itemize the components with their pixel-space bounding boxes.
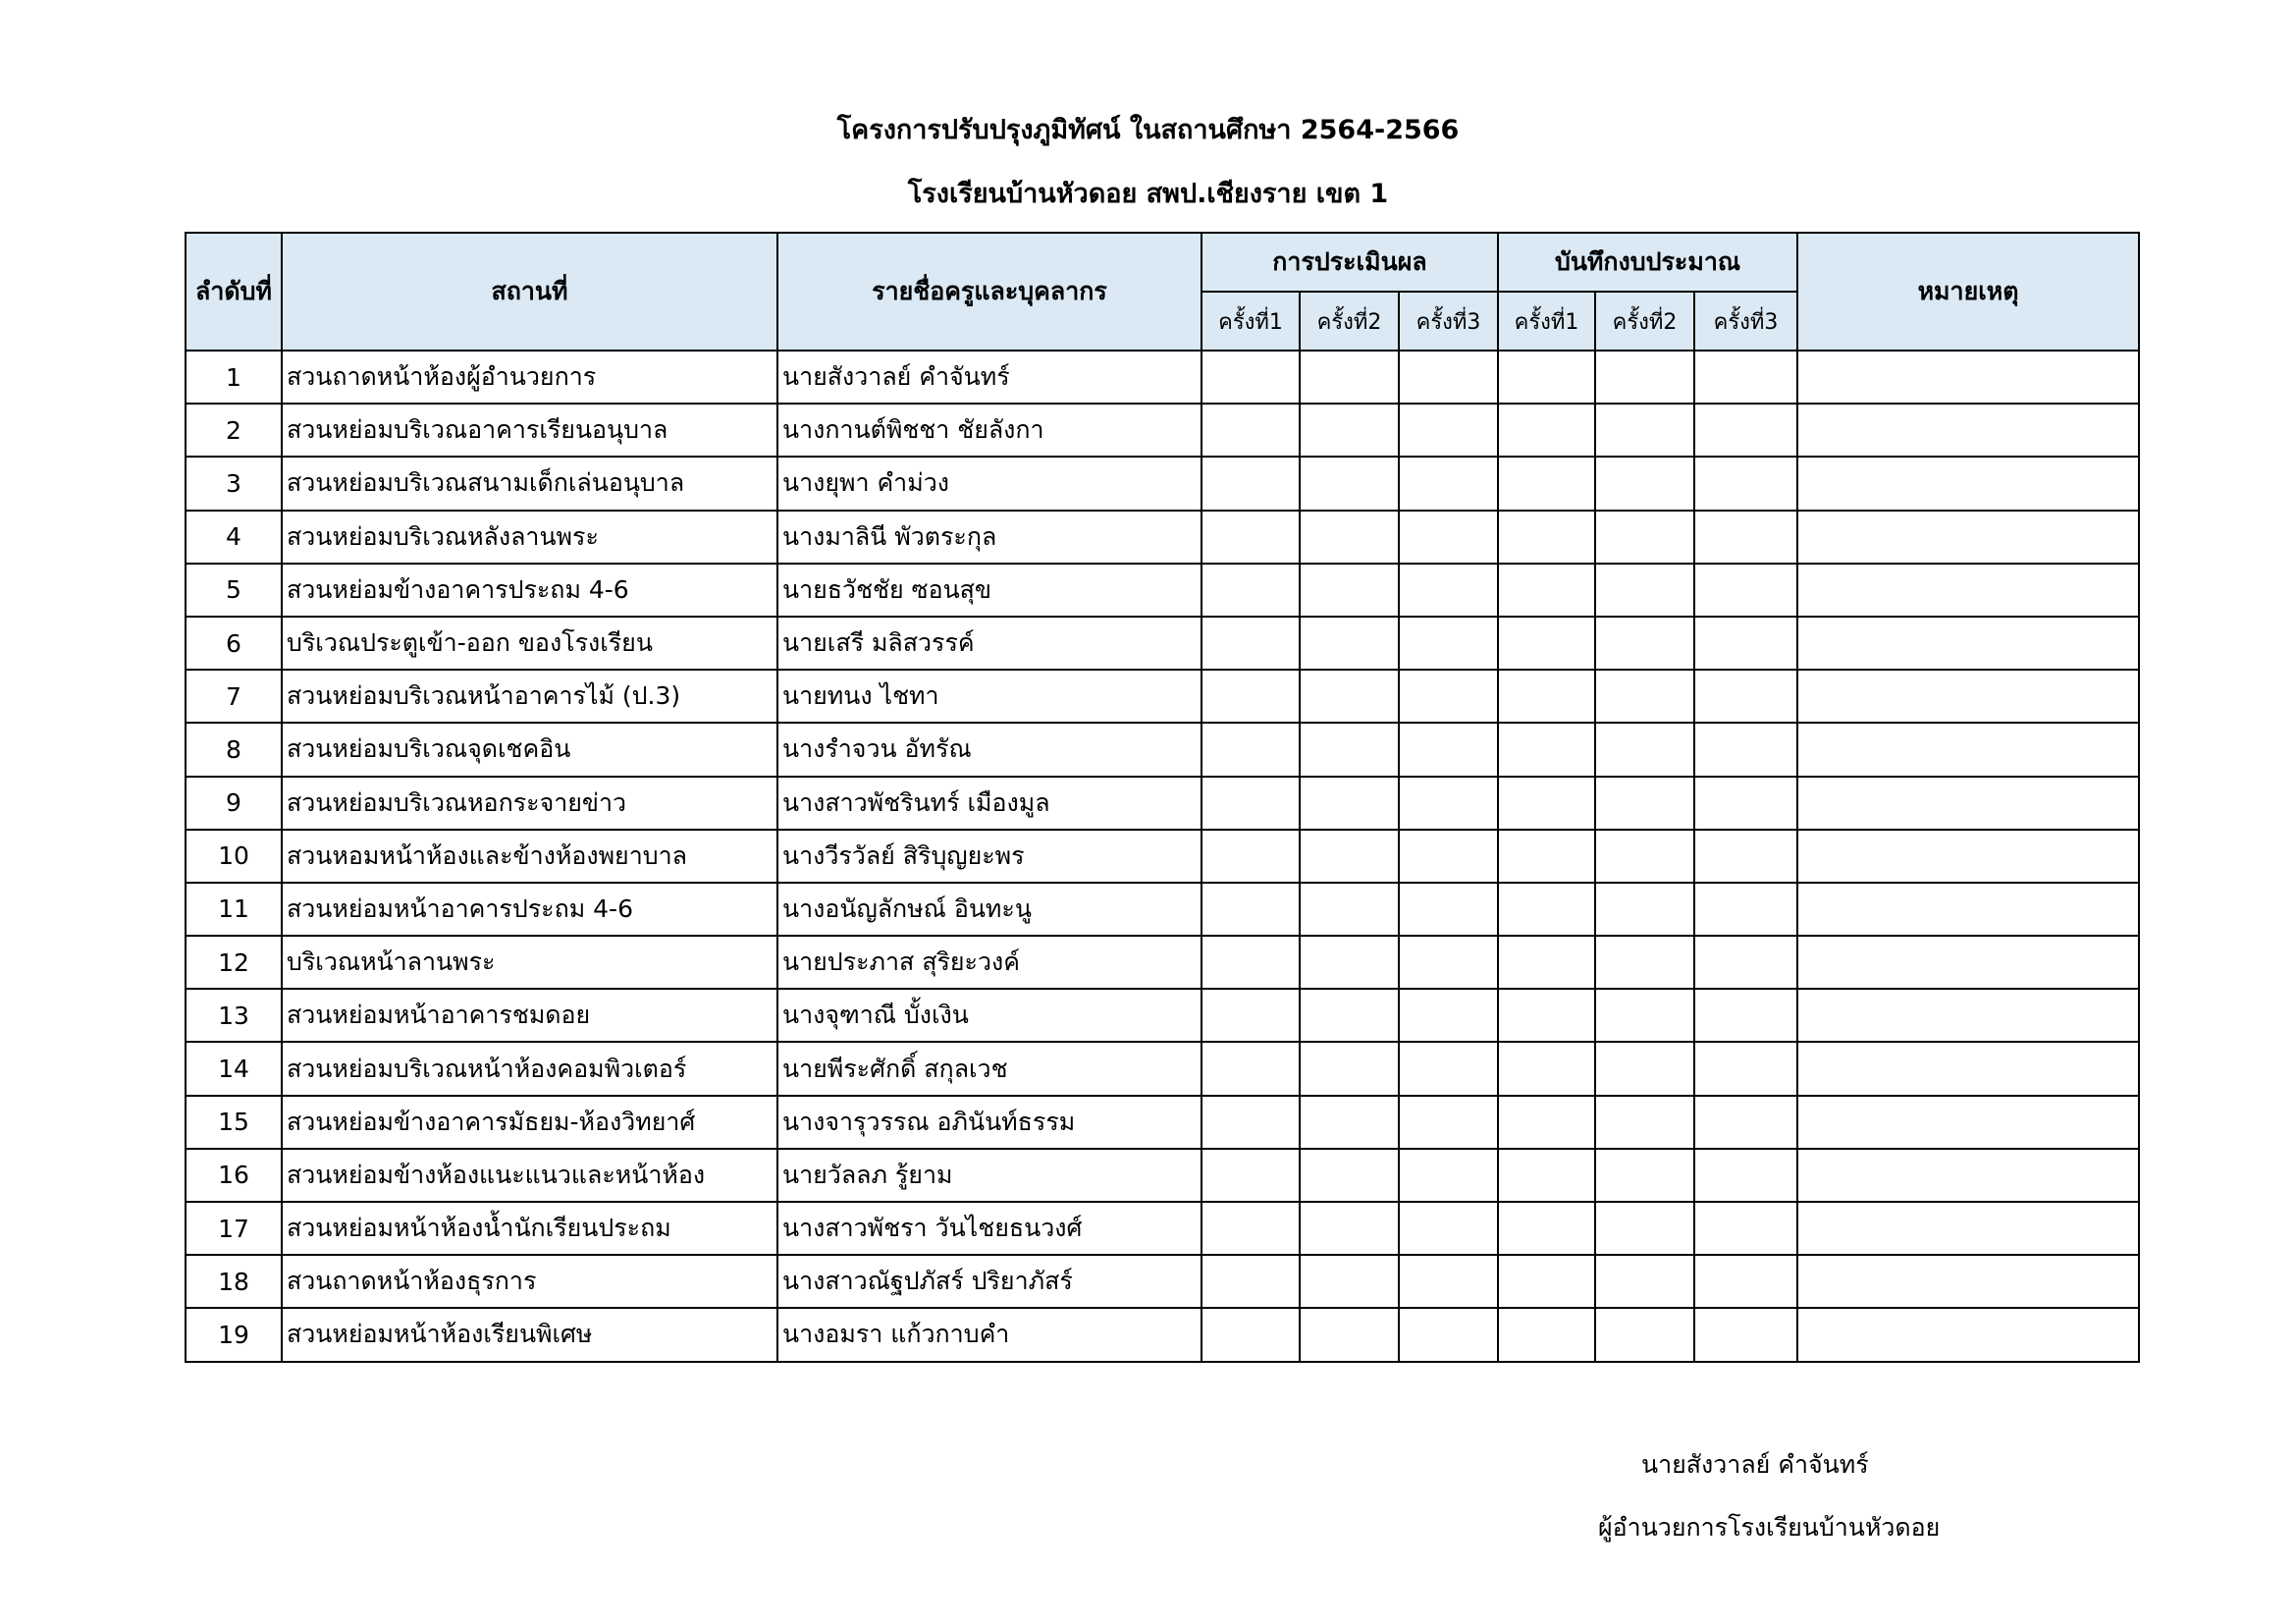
row-number: 12 — [186, 936, 282, 989]
row-personnel: นางยุพา คำม่วง — [777, 457, 1201, 510]
row-place: สวนหย่อมข้างอาคารมัธยม-ห้องวิทยาศ์ — [282, 1096, 777, 1149]
budget-round-2-cell — [1595, 830, 1694, 883]
budget-round-2: ครั้งที่2 — [1595, 292, 1694, 351]
budget-round-3-cell — [1694, 1149, 1797, 1202]
evaluation-round-1-cell — [1201, 351, 1300, 404]
row-place: สวนหย่อมบริเวณหอกระจายข่าว — [282, 777, 777, 830]
budget-round-3-cell — [1694, 1255, 1797, 1308]
budget-round-3: ครั้งที่3 — [1694, 292, 1797, 351]
evaluation-round-1-cell — [1201, 670, 1300, 723]
row-place: สวนหย่อมหน้าห้องเรียนพิเศษ — [282, 1308, 777, 1361]
budget-round-2-cell — [1595, 564, 1694, 617]
budget-round-3-cell — [1694, 457, 1797, 510]
row-personnel: นายพีระศักดิ์ สกุลเวช — [777, 1042, 1201, 1095]
row-place: สวนหย่อมบริเวณหน้าอาคารไม้ (ป.3) — [282, 670, 777, 723]
table-row — [186, 617, 2139, 670]
budget-round-1-cell — [1498, 936, 1595, 989]
evaluation-round-2-cell — [1300, 404, 1399, 457]
evaluation-round-3-cell — [1399, 1149, 1498, 1202]
row-personnel: นายวัลลภ รู้ยาม — [777, 1149, 1201, 1202]
evaluation-round-2-cell — [1300, 1202, 1399, 1255]
table-row — [186, 830, 2139, 883]
budget-round-2-cell — [1595, 351, 1694, 404]
table-row — [186, 404, 2139, 457]
table-row — [186, 1255, 2139, 1308]
evaluation-round-1-cell — [1201, 777, 1300, 830]
remarks-cell — [1797, 1255, 2139, 1308]
row-number: 14 — [186, 1042, 282, 1095]
evaluation-round-1-cell — [1201, 1042, 1300, 1095]
budget-round-1-cell — [1498, 1255, 1595, 1308]
budget-round-3-cell — [1694, 1202, 1797, 1255]
budget-round-1-cell — [1498, 457, 1595, 510]
budget-round-2-cell — [1595, 1096, 1694, 1149]
evaluation-round-3-cell — [1399, 670, 1498, 723]
row-place: สวนถาดหน้าห้องธุรการ — [282, 1255, 777, 1308]
budget-round-1-cell — [1498, 723, 1595, 776]
remarks-cell — [1797, 777, 2139, 830]
budget-round-3-cell — [1694, 723, 1797, 776]
row-personnel: นางมาลินี พัวตระกุล — [777, 511, 1201, 564]
row-place: สวนหย่อมหน้าอาคารประถม 4-6 — [282, 883, 777, 936]
budget-round-2-cell — [1595, 1255, 1694, 1308]
row-number: 15 — [186, 1096, 282, 1149]
table-row — [186, 989, 2139, 1042]
row-place: บริเวณประตูเข้า-ออก ของโรงเรียน — [282, 617, 777, 670]
budget-round-2-cell — [1595, 1149, 1694, 1202]
table-body — [186, 351, 2139, 1362]
row-number: 4 — [186, 511, 282, 564]
budget-round-1-cell — [1498, 1096, 1595, 1149]
budget-round-3-cell — [1694, 1042, 1797, 1095]
evaluation-round-2-cell — [1300, 830, 1399, 883]
row-personnel: นางอนัญลักษณ์ อินทะนู — [777, 883, 1201, 936]
remarks-cell — [1797, 723, 2139, 776]
evaluation-round-3-cell — [1399, 936, 1498, 989]
remarks-cell — [1797, 883, 2139, 936]
row-place: สวนหย่อมข้างห้องแนะแนวและหน้าห้อง — [282, 1149, 777, 1202]
row-personnel: นายธวัชชัย ซอนสุข — [777, 564, 1201, 617]
budget-round-2-cell — [1595, 777, 1694, 830]
evaluation-round-3-cell — [1399, 351, 1498, 404]
budget-round-2-cell — [1595, 404, 1694, 457]
row-number: 5 — [186, 564, 282, 617]
evaluation-round-2-cell — [1300, 777, 1399, 830]
row-number: 8 — [186, 723, 282, 776]
row-place: สวนหย่อมบริเวณจุดเชคอิน — [282, 723, 777, 776]
budget-round-2-cell — [1595, 1202, 1694, 1255]
row-place: บริเวณหน้าลานพระ — [282, 936, 777, 989]
evaluation-round-1-cell — [1201, 511, 1300, 564]
row-place: สวนหย่อมข้างอาคารประถม 4-6 — [282, 564, 777, 617]
row-personnel: นางสาวพัชรินทร์ เมืองมูล — [777, 777, 1201, 830]
budget-round-1-cell — [1498, 777, 1595, 830]
budget-round-2-cell — [1595, 1308, 1694, 1361]
row-place: สวนหย่อมบริเวณสนามเด็กเล่นอนุบาล — [282, 457, 777, 510]
evaluation-round-1-cell — [1201, 457, 1300, 510]
evaluation-round-3-cell — [1399, 989, 1498, 1042]
budget-round-2-cell — [1595, 670, 1694, 723]
row-personnel: นางสาวณัฐปภัสร์ ปริยาภัสร์ — [777, 1255, 1201, 1308]
row-personnel: นายเสรี มลิสวรรค์ — [777, 617, 1201, 670]
row-number: 1 — [186, 351, 282, 404]
row-number: 11 — [186, 883, 282, 936]
table-row — [186, 1042, 2139, 1095]
evaluation-round-1-cell — [1201, 1202, 1300, 1255]
table-row — [186, 936, 2139, 989]
budget-round-1-cell — [1498, 830, 1595, 883]
row-place: สวนถาดหน้าห้องผู้อำนวยการ — [282, 351, 777, 404]
evaluation-round-1-cell — [1201, 1255, 1300, 1308]
budget-round-1-cell — [1498, 670, 1595, 723]
evaluation-round-3-cell — [1399, 1255, 1498, 1308]
row-personnel: นางกานต์พิชชา ชัยลังกา — [777, 404, 1201, 457]
evaluation-round-3-cell — [1399, 511, 1498, 564]
evaluation-round-3-cell — [1399, 883, 1498, 936]
evaluation-round-2-cell — [1300, 351, 1399, 404]
evaluation-round-3-cell — [1399, 404, 1498, 457]
column-header-order — [186, 233, 282, 351]
evaluation-round-3-cell — [1399, 457, 1498, 510]
column-header-personnel: รายชื่อครูและบุคลากร — [777, 233, 1201, 351]
row-number: 17 — [186, 1202, 282, 1255]
row-personnel: นางวีรวัลย์ สิริบุญยะพร — [777, 830, 1201, 883]
evaluation-round-3-cell — [1399, 617, 1498, 670]
remarks-cell — [1797, 617, 2139, 670]
row-number: 13 — [186, 989, 282, 1042]
remarks-cell — [1797, 457, 2139, 510]
row-number: 7 — [186, 670, 282, 723]
evaluation-round-3-cell — [1399, 564, 1498, 617]
row-personnel: นางรำจวน อัทรัณ — [777, 723, 1201, 776]
budget-round-3-cell — [1694, 777, 1797, 830]
table-row — [186, 511, 2139, 564]
row-personnel: นางสาวพัชรา วันไชยธนวงศ์ — [777, 1202, 1201, 1255]
budget-round-3-cell — [1694, 1308, 1797, 1361]
column-header-evaluation: การประเมินผล — [1201, 233, 1498, 292]
remarks-cell — [1797, 1202, 2139, 1255]
budget-round-3-cell — [1694, 936, 1797, 989]
row-number: 16 — [186, 1149, 282, 1202]
row-place: สวนหย่อมบริเวณหลังลานพระ — [282, 511, 777, 564]
budget-round-3-cell — [1694, 670, 1797, 723]
row-number: 3 — [186, 457, 282, 510]
evaluation-round-1: ครั้งที่1 — [1201, 292, 1300, 351]
column-header-place: สถานที่ — [282, 233, 777, 351]
row-place: สวนหอมหน้าห้องและข้างห้องพยาบาล — [282, 830, 777, 883]
remarks-cell — [1797, 830, 2139, 883]
evaluation-round-2-cell — [1300, 1149, 1399, 1202]
row-personnel: นายสังวาลย์ คำจันทร์ — [777, 351, 1201, 404]
row-number: 10 — [186, 830, 282, 883]
evaluation-round-2-cell — [1300, 617, 1399, 670]
table-row — [186, 1202, 2139, 1255]
table-row — [186, 1096, 2139, 1149]
remarks-cell — [1797, 351, 2139, 404]
table-row — [186, 777, 2139, 830]
budget-round-1: ครั้งที่1 — [1498, 292, 1595, 351]
evaluation-round-2-cell — [1300, 1042, 1399, 1095]
remarks-cell — [1797, 404, 2139, 457]
evaluation-round-1-cell — [1201, 617, 1300, 670]
evaluation-round-2-cell — [1300, 989, 1399, 1042]
evaluation-round-1-cell — [1201, 989, 1300, 1042]
evaluation-round-3-cell — [1399, 1096, 1498, 1149]
table-row — [186, 1149, 2139, 1202]
evaluation-round-1-cell — [1201, 936, 1300, 989]
budget-round-3-cell — [1694, 883, 1797, 936]
evaluation-round-2-cell — [1300, 1255, 1399, 1308]
budget-round-1-cell — [1498, 511, 1595, 564]
signatory-name: นายสังวาลย์ คำจันทร์ — [1641, 1450, 1869, 1479]
table-row — [186, 351, 2139, 404]
remarks-cell — [1797, 989, 2139, 1042]
evaluation-round-2-cell — [1300, 936, 1399, 989]
budget-round-1-cell — [1498, 883, 1595, 936]
evaluation-round-1-cell — [1201, 723, 1300, 776]
row-number: 19 — [186, 1308, 282, 1361]
table-row — [186, 1308, 2139, 1361]
evaluation-round-2-cell — [1300, 670, 1399, 723]
budget-round-1-cell — [1498, 617, 1595, 670]
document-subtitle: โรงเรียนบ้านหัวดอย สพป.เชียงราย เขต 1 — [907, 179, 1389, 209]
evaluation-round-1-cell — [1201, 1149, 1300, 1202]
row-number: 2 — [186, 404, 282, 457]
evaluation-round-3-cell — [1399, 1042, 1498, 1095]
evaluation-round-2-cell — [1300, 564, 1399, 617]
budget-round-1-cell — [1498, 1202, 1595, 1255]
evaluation-round-2-cell — [1300, 1308, 1399, 1361]
evaluation-round-2-cell — [1300, 457, 1399, 510]
budget-round-2-cell — [1595, 617, 1694, 670]
budget-round-2-cell — [1595, 936, 1694, 989]
remarks-cell — [1797, 1149, 2139, 1202]
budget-round-2-cell — [1595, 1042, 1694, 1095]
evaluation-round-1-cell — [1201, 1096, 1300, 1149]
budget-round-1-cell — [1498, 404, 1595, 457]
remarks-cell — [1797, 936, 2139, 989]
column-header-remarks: หมายเหตุ — [1797, 233, 2139, 351]
evaluation-round-3-cell — [1399, 830, 1498, 883]
table-row — [186, 723, 2139, 776]
budget-round-2-cell — [1595, 723, 1694, 776]
row-personnel: นางจุฑาณี บั้งเงิน — [777, 989, 1201, 1042]
evaluation-round-3-cell — [1399, 723, 1498, 776]
budget-round-3-cell — [1694, 617, 1797, 670]
evaluation-round-3: ครั้งที่3 — [1399, 292, 1498, 351]
evaluation-round-1-cell — [1201, 883, 1300, 936]
budget-round-3-cell — [1694, 351, 1797, 404]
table-row — [186, 883, 2139, 936]
evaluation-round-3-cell — [1399, 1202, 1498, 1255]
budget-round-3-cell — [1694, 830, 1797, 883]
remarks-cell — [1797, 1096, 2139, 1149]
budget-round-3-cell — [1694, 511, 1797, 564]
row-number: 6 — [186, 617, 282, 670]
remarks-cell — [1797, 564, 2139, 617]
table-row — [186, 670, 2139, 723]
budget-round-1-cell — [1498, 989, 1595, 1042]
budget-round-1-cell — [1498, 351, 1595, 404]
evaluation-round-2: ครั้งที่2 — [1300, 292, 1399, 351]
remarks-cell — [1797, 1308, 2139, 1361]
evaluation-round-3-cell — [1399, 1308, 1498, 1361]
budget-round-1-cell — [1498, 564, 1595, 617]
budget-round-2-cell — [1595, 457, 1694, 510]
evaluation-round-1-cell — [1201, 830, 1300, 883]
row-personnel: นายทนง ไชทา — [777, 670, 1201, 723]
row-place: สวนหย่อมหน้าห้องน้ำนักเรียนประถม — [282, 1202, 777, 1255]
assignment-table — [185, 232, 2140, 1363]
remarks-cell — [1797, 1042, 2139, 1095]
row-personnel: นางจารุวรรณ อภินันท์ธรรม — [777, 1096, 1201, 1149]
evaluation-round-1-cell — [1201, 404, 1300, 457]
column-header-budget: บันทึกงบประมาณ — [1498, 233, 1797, 292]
row-personnel: นายประภาส สุริยะวงค์ — [777, 936, 1201, 989]
remarks-cell — [1797, 670, 2139, 723]
table-row — [186, 564, 2139, 617]
budget-round-1-cell — [1498, 1149, 1595, 1202]
evaluation-round-2-cell — [1300, 511, 1399, 564]
budget-round-2-cell — [1595, 989, 1694, 1042]
budget-round-2-cell — [1595, 511, 1694, 564]
evaluation-round-2-cell — [1300, 723, 1399, 776]
evaluation-round-1-cell — [1201, 564, 1300, 617]
row-number: 18 — [186, 1255, 282, 1308]
evaluation-round-2-cell — [1300, 883, 1399, 936]
budget-round-2-cell — [1595, 883, 1694, 936]
evaluation-round-1-cell — [1201, 1308, 1300, 1361]
table-row — [186, 457, 2139, 510]
row-personnel: นางอมรา แก้วกาบคำ — [777, 1308, 1201, 1361]
row-place: สวนหย่อมหน้าอาคารชมดอย — [282, 989, 777, 1042]
document-title: โครงการปรับปรุงภูมิทัศน์ ในสถานศึกษา 2564-2566 — [836, 115, 1460, 145]
remarks-cell — [1797, 511, 2139, 564]
budget-round-3-cell — [1694, 564, 1797, 617]
budget-round-3-cell — [1694, 989, 1797, 1042]
signatory-position: ผู้อำนวยการโรงเรียนบ้านหัวดอย — [1598, 1513, 1941, 1542]
evaluation-round-2-cell — [1300, 1096, 1399, 1149]
order-header-label: ลำดับที่ — [195, 277, 272, 305]
budget-round-3-cell — [1694, 404, 1797, 457]
budget-round-1-cell — [1498, 1042, 1595, 1095]
row-place: สวนหย่อมบริเวณอาคารเรียนอนุบาล — [282, 404, 777, 457]
budget-round-1-cell — [1498, 1308, 1595, 1361]
evaluation-round-3-cell — [1399, 777, 1498, 830]
row-number: 9 — [186, 777, 282, 830]
budget-round-3-cell — [1694, 1096, 1797, 1149]
row-place: สวนหย่อมบริเวณหน้าห้องคอมพิวเตอร์ — [282, 1042, 777, 1095]
